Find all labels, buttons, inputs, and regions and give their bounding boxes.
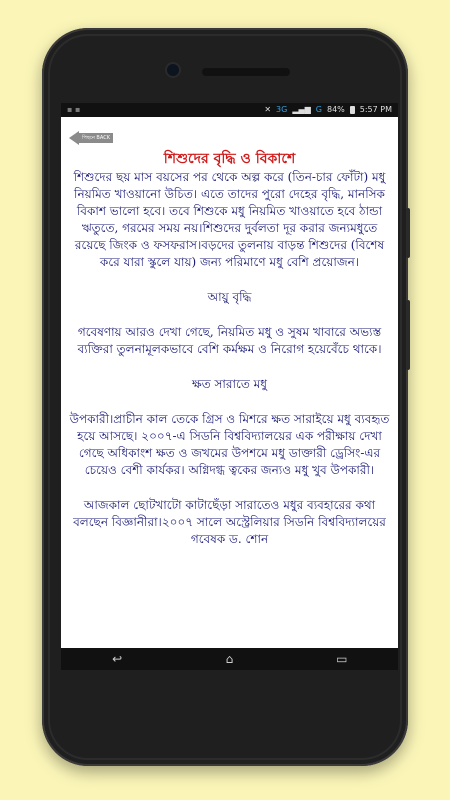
notification-icon: ▪ ▪ bbox=[67, 105, 81, 114]
paragraph-longevity: গবেষণায় আরও দেখা গেছে, নিয়মিত মধু ও সুষম খাবারে অভ্যস্ত ব্যক্তিরা তুলনামূলকভাবে বেশি কর্মক্ষম ও নিরোগ হয়েবেঁচে থাকে। bbox=[77, 325, 382, 356]
paragraph-growth: শিশুদের ছয় মাস বয়সের পর থেকে অল্প করে (তিন-চার ফোঁটা) মধু নিয়মিত খাওয়ানো উচিত। এতে তাদের পুরো দেহের বৃদ্ধি, মানসিক বিকাশ ভালো হবে। তবে শিশুকে মধু নিয়মিত খাওয়াতে হবে ঠান্ডা ঋতুতে, গরমের সময় নয়।শিশুদের দুর্বলতা দূর করার জন্যমধুতে রয়েছে জিংক ও ফসফরাস।বড়দের তুলনায় বাড়ন্ত শিশুদের (বিশেষ করে যারা স্কুলে যায়) জন্য পরিমাণে মধু বেশি প্রয়োজন। bbox=[73, 170, 386, 269]
mute-icon: ✕ bbox=[264, 105, 272, 114]
article-title: শিশুদের বৃদ্ধি ও বিকাশে bbox=[163, 151, 296, 167]
network-type: 3G bbox=[276, 105, 288, 114]
nav-recents-icon[interactable]: ▭ bbox=[336, 652, 348, 666]
article-content bbox=[61, 141, 398, 651]
nav-back-icon[interactable]: ↩ bbox=[112, 652, 123, 666]
back-button-label: পিছনে BACK bbox=[79, 133, 113, 143]
battery-percent: 84% bbox=[326, 105, 345, 114]
power-button bbox=[406, 208, 410, 258]
paragraph-research: আজকাল ছোটখাটো কাটাছেঁড়া সারাতেও মধুর ব্যবহারের কথা বলছেন বিজ্ঞানীরা।২০০৭ সালে অস্ট্রেলিয়ার সিডনি বিশ্ববিদ্যালয়ের গবেষক ড. শোন bbox=[73, 498, 386, 546]
heading-wound-healing: ক্ষত সারাতে মধু bbox=[191, 377, 268, 391]
nav-home-icon[interactable]: ⌂ bbox=[225, 652, 234, 666]
paragraph-wound-healing: উপকারী।প্রাচীন কাল তেকে গ্রিস ও মিশরে ক্ষত সারাইয়ে মধু ব্যবহৃত হয়ে আসছে। ২০০৭-এ সিডনি বিশ্ববিদ্যালয়ের এক পরীক্ষায় দেখা গেছে অধিকাংশ ক্ষত ও জখমের উপশমে মধু ডাক্তারী ড্রেসিং-এর চেয়েও বেশী কার্যকর। অগ্নিদগ্ধ ত্বকের জন্যও মধু খুব উপকারী। bbox=[69, 412, 390, 477]
screen bbox=[61, 103, 398, 670]
heading-longevity: আয়ু বৃদ্ধি bbox=[207, 290, 252, 304]
front-camera bbox=[167, 64, 179, 76]
status-bar bbox=[61, 103, 398, 117]
signal-type: G bbox=[315, 105, 322, 114]
earpiece-speaker bbox=[202, 68, 290, 76]
clock: 5:57 PM bbox=[359, 105, 392, 114]
volume-button bbox=[406, 300, 410, 370]
signal-icon: ▂▄▆ bbox=[292, 105, 311, 114]
battery-icon bbox=[350, 106, 355, 114]
status-indicators bbox=[264, 105, 392, 114]
system-nav-bar bbox=[61, 648, 398, 670]
